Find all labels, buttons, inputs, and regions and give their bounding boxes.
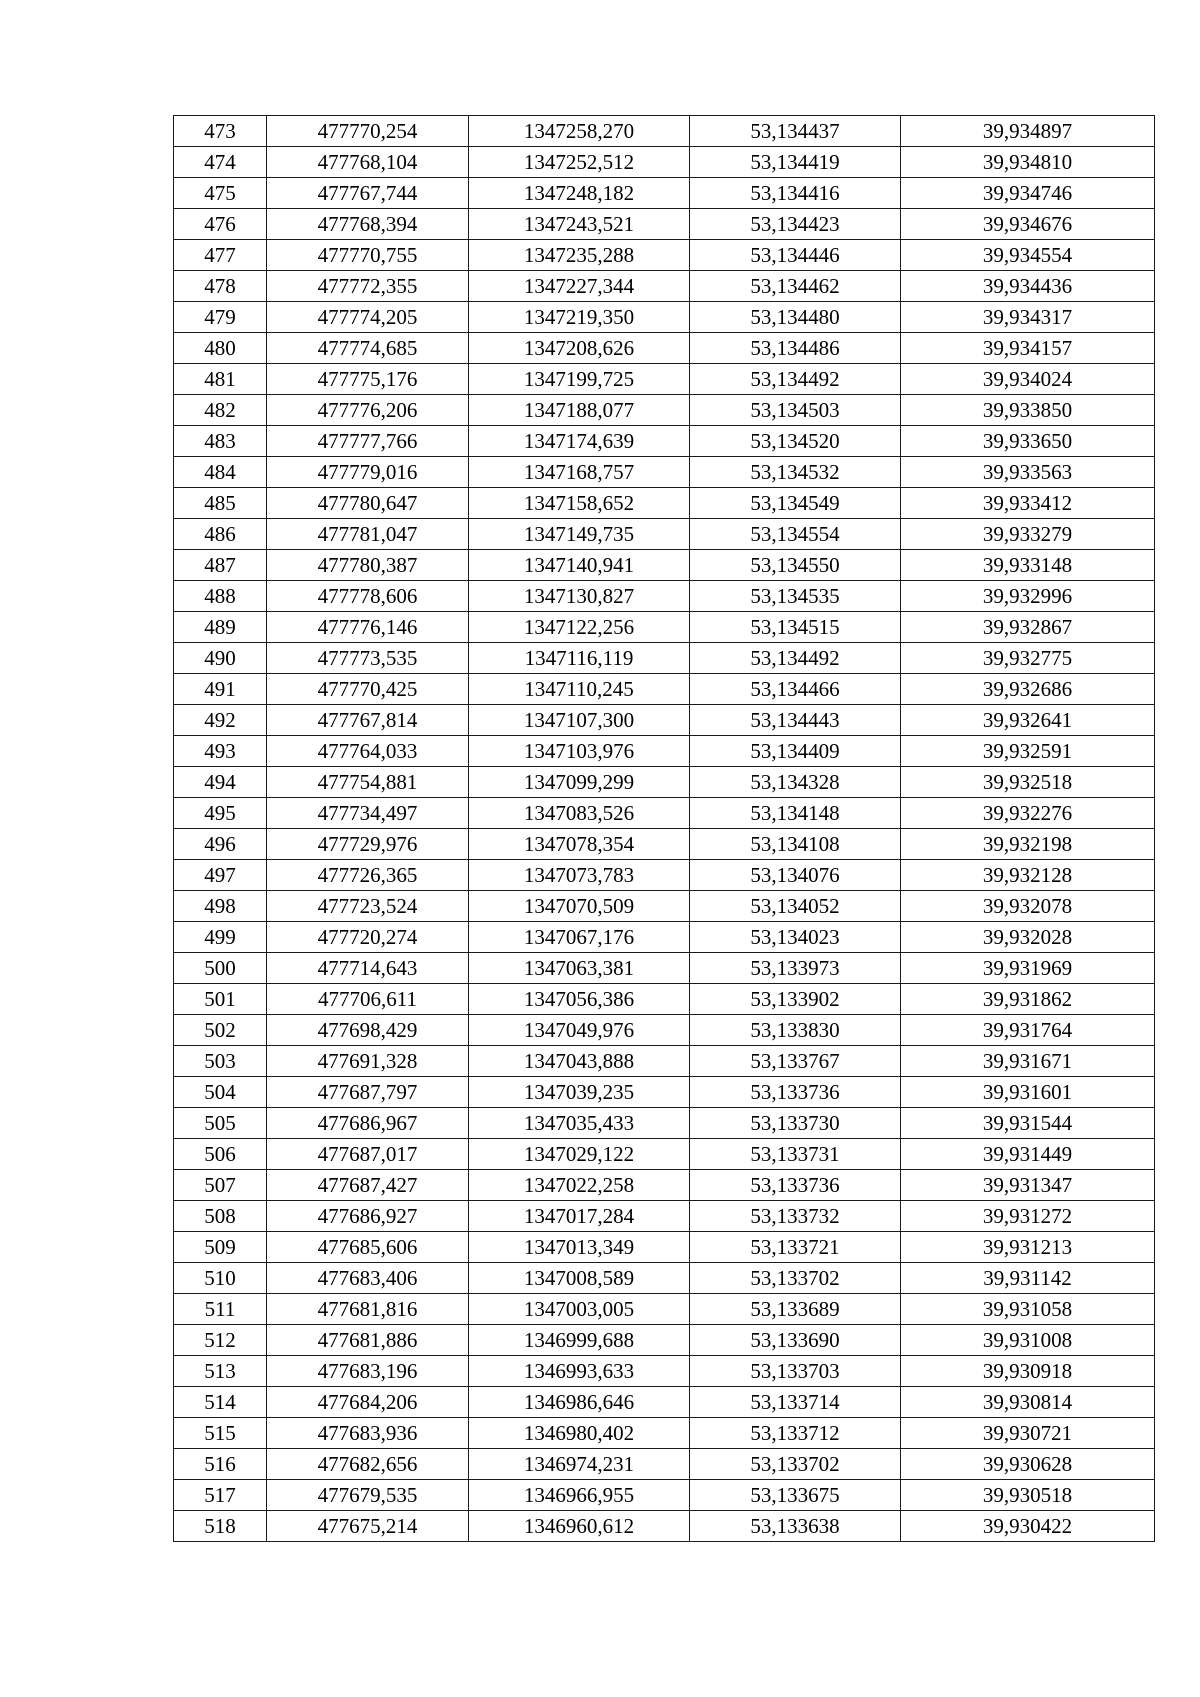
x-coordinate-cell: 477683,196 bbox=[267, 1356, 469, 1387]
longitude-cell: 39,934897 bbox=[901, 116, 1155, 147]
latitude-cell: 53,134416 bbox=[690, 178, 901, 209]
point-number-cell: 512 bbox=[174, 1325, 267, 1356]
latitude-cell: 53,134480 bbox=[690, 302, 901, 333]
point-number-cell: 491 bbox=[174, 674, 267, 705]
latitude-cell: 53,134492 bbox=[690, 364, 901, 395]
y-coordinate-cell: 1347158,652 bbox=[469, 488, 690, 519]
longitude-cell: 39,931142 bbox=[901, 1263, 1155, 1294]
latitude-cell: 53,134023 bbox=[690, 922, 901, 953]
point-number-cell: 505 bbox=[174, 1108, 267, 1139]
table-row bbox=[174, 1387, 1155, 1418]
table-row bbox=[174, 1077, 1155, 1108]
x-coordinate-cell: 477778,606 bbox=[267, 581, 469, 612]
table-row bbox=[174, 767, 1155, 798]
x-coordinate-cell: 477770,755 bbox=[267, 240, 469, 271]
x-coordinate-cell: 477683,406 bbox=[267, 1263, 469, 1294]
table-row bbox=[174, 922, 1155, 953]
point-number-cell: 502 bbox=[174, 1015, 267, 1046]
table-row bbox=[174, 147, 1155, 178]
table-row bbox=[174, 1263, 1155, 1294]
latitude-cell: 53,134443 bbox=[690, 705, 901, 736]
y-coordinate-cell: 1346993,633 bbox=[469, 1356, 690, 1387]
table-row bbox=[174, 116, 1155, 147]
longitude-cell: 39,932867 bbox=[901, 612, 1155, 643]
table-row bbox=[174, 1046, 1155, 1077]
latitude-cell: 53,134409 bbox=[690, 736, 901, 767]
latitude-cell: 53,134486 bbox=[690, 333, 901, 364]
x-coordinate-cell: 477691,328 bbox=[267, 1046, 469, 1077]
latitude-cell: 53,133830 bbox=[690, 1015, 901, 1046]
latitude-cell: 53,133736 bbox=[690, 1077, 901, 1108]
x-coordinate-cell: 477686,967 bbox=[267, 1108, 469, 1139]
x-coordinate-cell: 477776,206 bbox=[267, 395, 469, 426]
table-row bbox=[174, 271, 1155, 302]
point-number-cell: 508 bbox=[174, 1201, 267, 1232]
point-number-cell: 476 bbox=[174, 209, 267, 240]
longitude-cell: 39,933850 bbox=[901, 395, 1155, 426]
latitude-cell: 53,134532 bbox=[690, 457, 901, 488]
y-coordinate-cell: 1347227,344 bbox=[469, 271, 690, 302]
longitude-cell: 39,933650 bbox=[901, 426, 1155, 457]
y-coordinate-cell: 1347056,386 bbox=[469, 984, 690, 1015]
latitude-cell: 53,133736 bbox=[690, 1170, 901, 1201]
table-row bbox=[174, 1294, 1155, 1325]
point-number-cell: 501 bbox=[174, 984, 267, 1015]
y-coordinate-cell: 1346960,612 bbox=[469, 1511, 690, 1542]
x-coordinate-cell: 477777,766 bbox=[267, 426, 469, 457]
y-coordinate-cell: 1347008,589 bbox=[469, 1263, 690, 1294]
y-coordinate-cell: 1347116,119 bbox=[469, 643, 690, 674]
x-coordinate-cell: 477774,205 bbox=[267, 302, 469, 333]
x-coordinate-cell: 477780,647 bbox=[267, 488, 469, 519]
x-coordinate-cell: 477720,274 bbox=[267, 922, 469, 953]
x-coordinate-cell: 477781,047 bbox=[267, 519, 469, 550]
x-coordinate-cell: 477779,016 bbox=[267, 457, 469, 488]
point-number-cell: 493 bbox=[174, 736, 267, 767]
table-row bbox=[174, 1480, 1155, 1511]
longitude-cell: 39,930518 bbox=[901, 1480, 1155, 1511]
y-coordinate-cell: 1346974,231 bbox=[469, 1449, 690, 1480]
latitude-cell: 53,134520 bbox=[690, 426, 901, 457]
y-coordinate-cell: 1347017,284 bbox=[469, 1201, 690, 1232]
coordinates-table-body bbox=[174, 116, 1155, 1542]
latitude-cell: 53,134423 bbox=[690, 209, 901, 240]
latitude-cell: 53,134437 bbox=[690, 116, 901, 147]
longitude-cell: 39,931272 bbox=[901, 1201, 1155, 1232]
y-coordinate-cell: 1347070,509 bbox=[469, 891, 690, 922]
table-row bbox=[174, 519, 1155, 550]
longitude-cell: 39,930422 bbox=[901, 1511, 1155, 1542]
table-row bbox=[174, 798, 1155, 829]
table-row bbox=[174, 364, 1155, 395]
y-coordinate-cell: 1347107,300 bbox=[469, 705, 690, 736]
x-coordinate-cell: 477726,365 bbox=[267, 860, 469, 891]
longitude-cell: 39,932686 bbox=[901, 674, 1155, 705]
x-coordinate-cell: 477682,656 bbox=[267, 1449, 469, 1480]
y-coordinate-cell: 1347022,258 bbox=[469, 1170, 690, 1201]
x-coordinate-cell: 477729,976 bbox=[267, 829, 469, 860]
longitude-cell: 39,933279 bbox=[901, 519, 1155, 550]
longitude-cell: 39,931601 bbox=[901, 1077, 1155, 1108]
point-number-cell: 503 bbox=[174, 1046, 267, 1077]
longitude-cell: 39,931671 bbox=[901, 1046, 1155, 1077]
y-coordinate-cell: 1347110,245 bbox=[469, 674, 690, 705]
longitude-cell: 39,934746 bbox=[901, 178, 1155, 209]
point-number-cell: 473 bbox=[174, 116, 267, 147]
latitude-cell: 53,133703 bbox=[690, 1356, 901, 1387]
longitude-cell: 39,934554 bbox=[901, 240, 1155, 271]
point-number-cell: 510 bbox=[174, 1263, 267, 1294]
latitude-cell: 53,134550 bbox=[690, 550, 901, 581]
longitude-cell: 39,930628 bbox=[901, 1449, 1155, 1480]
longitude-cell: 39,931862 bbox=[901, 984, 1155, 1015]
latitude-cell: 53,133689 bbox=[690, 1294, 901, 1325]
y-coordinate-cell: 1347140,941 bbox=[469, 550, 690, 581]
latitude-cell: 53,134535 bbox=[690, 581, 901, 612]
x-coordinate-cell: 477770,254 bbox=[267, 116, 469, 147]
table-row bbox=[174, 550, 1155, 581]
latitude-cell: 53,133675 bbox=[690, 1480, 901, 1511]
longitude-cell: 39,934024 bbox=[901, 364, 1155, 395]
y-coordinate-cell: 1347208,626 bbox=[469, 333, 690, 364]
point-number-cell: 487 bbox=[174, 550, 267, 581]
y-coordinate-cell: 1347067,176 bbox=[469, 922, 690, 953]
table-row bbox=[174, 953, 1155, 984]
latitude-cell: 53,134076 bbox=[690, 860, 901, 891]
x-coordinate-cell: 477685,606 bbox=[267, 1232, 469, 1263]
latitude-cell: 53,134052 bbox=[690, 891, 901, 922]
coordinates-table bbox=[173, 115, 1155, 1542]
longitude-cell: 39,932996 bbox=[901, 581, 1155, 612]
longitude-cell: 39,931347 bbox=[901, 1170, 1155, 1201]
latitude-cell: 53,133712 bbox=[690, 1418, 901, 1449]
x-coordinate-cell: 477776,146 bbox=[267, 612, 469, 643]
latitude-cell: 53,134515 bbox=[690, 612, 901, 643]
point-number-cell: 500 bbox=[174, 953, 267, 984]
table-row bbox=[174, 705, 1155, 736]
point-number-cell: 499 bbox=[174, 922, 267, 953]
latitude-cell: 53,133721 bbox=[690, 1232, 901, 1263]
point-number-cell: 507 bbox=[174, 1170, 267, 1201]
longitude-cell: 39,933412 bbox=[901, 488, 1155, 519]
table-row bbox=[174, 860, 1155, 891]
longitude-cell: 39,930721 bbox=[901, 1418, 1155, 1449]
point-number-cell: 481 bbox=[174, 364, 267, 395]
longitude-cell: 39,934436 bbox=[901, 271, 1155, 302]
x-coordinate-cell: 477780,387 bbox=[267, 550, 469, 581]
x-coordinate-cell: 477774,685 bbox=[267, 333, 469, 364]
x-coordinate-cell: 477764,033 bbox=[267, 736, 469, 767]
table-row bbox=[174, 1418, 1155, 1449]
point-number-cell: 498 bbox=[174, 891, 267, 922]
y-coordinate-cell: 1346966,955 bbox=[469, 1480, 690, 1511]
latitude-cell: 53,133732 bbox=[690, 1201, 901, 1232]
x-coordinate-cell: 477681,816 bbox=[267, 1294, 469, 1325]
y-coordinate-cell: 1347219,350 bbox=[469, 302, 690, 333]
latitude-cell: 53,133731 bbox=[690, 1139, 901, 1170]
table-row bbox=[174, 302, 1155, 333]
table-row bbox=[174, 736, 1155, 767]
table-row bbox=[174, 643, 1155, 674]
table-row bbox=[174, 1170, 1155, 1201]
table-row bbox=[174, 891, 1155, 922]
point-number-cell: 480 bbox=[174, 333, 267, 364]
y-coordinate-cell: 1346986,646 bbox=[469, 1387, 690, 1418]
point-number-cell: 478 bbox=[174, 271, 267, 302]
table-row bbox=[174, 1449, 1155, 1480]
y-coordinate-cell: 1346980,402 bbox=[469, 1418, 690, 1449]
latitude-cell: 53,134466 bbox=[690, 674, 901, 705]
x-coordinate-cell: 477681,886 bbox=[267, 1325, 469, 1356]
x-coordinate-cell: 477687,017 bbox=[267, 1139, 469, 1170]
table-row bbox=[174, 240, 1155, 271]
longitude-cell: 39,932591 bbox=[901, 736, 1155, 767]
table-row bbox=[174, 209, 1155, 240]
longitude-cell: 39,932518 bbox=[901, 767, 1155, 798]
longitude-cell: 39,931544 bbox=[901, 1108, 1155, 1139]
latitude-cell: 53,134462 bbox=[690, 271, 901, 302]
latitude-cell: 53,133638 bbox=[690, 1511, 901, 1542]
x-coordinate-cell: 477775,176 bbox=[267, 364, 469, 395]
latitude-cell: 53,133730 bbox=[690, 1108, 901, 1139]
x-coordinate-cell: 477772,355 bbox=[267, 271, 469, 302]
longitude-cell: 39,932641 bbox=[901, 705, 1155, 736]
table-row bbox=[174, 395, 1155, 426]
longitude-cell: 39,932128 bbox=[901, 860, 1155, 891]
latitude-cell: 53,133690 bbox=[690, 1325, 901, 1356]
y-coordinate-cell: 1347168,757 bbox=[469, 457, 690, 488]
y-coordinate-cell: 1347258,270 bbox=[469, 116, 690, 147]
point-number-cell: 495 bbox=[174, 798, 267, 829]
y-coordinate-cell: 1347078,354 bbox=[469, 829, 690, 860]
longitude-cell: 39,931449 bbox=[901, 1139, 1155, 1170]
longitude-cell: 39,931969 bbox=[901, 953, 1155, 984]
table-row bbox=[174, 1139, 1155, 1170]
longitude-cell: 39,934676 bbox=[901, 209, 1155, 240]
longitude-cell: 39,934317 bbox=[901, 302, 1155, 333]
latitude-cell: 53,134503 bbox=[690, 395, 901, 426]
x-coordinate-cell: 477714,643 bbox=[267, 953, 469, 984]
x-coordinate-cell: 477773,535 bbox=[267, 643, 469, 674]
longitude-cell: 39,934157 bbox=[901, 333, 1155, 364]
y-coordinate-cell: 1346999,688 bbox=[469, 1325, 690, 1356]
y-coordinate-cell: 1347149,735 bbox=[469, 519, 690, 550]
latitude-cell: 53,134148 bbox=[690, 798, 901, 829]
y-coordinate-cell: 1347243,521 bbox=[469, 209, 690, 240]
y-coordinate-cell: 1347049,976 bbox=[469, 1015, 690, 1046]
y-coordinate-cell: 1347248,182 bbox=[469, 178, 690, 209]
point-number-cell: 506 bbox=[174, 1139, 267, 1170]
y-coordinate-cell: 1347099,299 bbox=[469, 767, 690, 798]
longitude-cell: 39,931213 bbox=[901, 1232, 1155, 1263]
point-number-cell: 483 bbox=[174, 426, 267, 457]
x-coordinate-cell: 477767,814 bbox=[267, 705, 469, 736]
y-coordinate-cell: 1347188,077 bbox=[469, 395, 690, 426]
point-number-cell: 479 bbox=[174, 302, 267, 333]
table-row bbox=[174, 1325, 1155, 1356]
y-coordinate-cell: 1347252,512 bbox=[469, 147, 690, 178]
x-coordinate-cell: 477675,214 bbox=[267, 1511, 469, 1542]
latitude-cell: 53,134446 bbox=[690, 240, 901, 271]
latitude-cell: 53,133702 bbox=[690, 1263, 901, 1294]
point-number-cell: 484 bbox=[174, 457, 267, 488]
x-coordinate-cell: 477734,497 bbox=[267, 798, 469, 829]
point-number-cell: 509 bbox=[174, 1232, 267, 1263]
point-number-cell: 482 bbox=[174, 395, 267, 426]
y-coordinate-cell: 1347130,827 bbox=[469, 581, 690, 612]
point-number-cell: 485 bbox=[174, 488, 267, 519]
y-coordinate-cell: 1347199,725 bbox=[469, 364, 690, 395]
x-coordinate-cell: 477768,104 bbox=[267, 147, 469, 178]
table-row bbox=[174, 1015, 1155, 1046]
table-row bbox=[174, 581, 1155, 612]
latitude-cell: 53,133902 bbox=[690, 984, 901, 1015]
table-row bbox=[174, 1356, 1155, 1387]
x-coordinate-cell: 477698,429 bbox=[267, 1015, 469, 1046]
latitude-cell: 53,134492 bbox=[690, 643, 901, 674]
x-coordinate-cell: 477679,535 bbox=[267, 1480, 469, 1511]
latitude-cell: 53,133714 bbox=[690, 1387, 901, 1418]
latitude-cell: 53,134419 bbox=[690, 147, 901, 178]
point-number-cell: 477 bbox=[174, 240, 267, 271]
longitude-cell: 39,930918 bbox=[901, 1356, 1155, 1387]
y-coordinate-cell: 1347103,976 bbox=[469, 736, 690, 767]
table-row bbox=[174, 426, 1155, 457]
point-number-cell: 496 bbox=[174, 829, 267, 860]
x-coordinate-cell: 477686,927 bbox=[267, 1201, 469, 1232]
x-coordinate-cell: 477768,394 bbox=[267, 209, 469, 240]
longitude-cell: 39,934810 bbox=[901, 147, 1155, 178]
point-number-cell: 492 bbox=[174, 705, 267, 736]
y-coordinate-cell: 1347122,256 bbox=[469, 612, 690, 643]
table-row bbox=[174, 612, 1155, 643]
latitude-cell: 53,134554 bbox=[690, 519, 901, 550]
y-coordinate-cell: 1347083,526 bbox=[469, 798, 690, 829]
longitude-cell: 39,932028 bbox=[901, 922, 1155, 953]
y-coordinate-cell: 1347013,349 bbox=[469, 1232, 690, 1263]
point-number-cell: 518 bbox=[174, 1511, 267, 1542]
point-number-cell: 511 bbox=[174, 1294, 267, 1325]
point-number-cell: 486 bbox=[174, 519, 267, 550]
point-number-cell: 488 bbox=[174, 581, 267, 612]
longitude-cell: 39,931058 bbox=[901, 1294, 1155, 1325]
latitude-cell: 53,134549 bbox=[690, 488, 901, 519]
latitude-cell: 53,134108 bbox=[690, 829, 901, 860]
latitude-cell: 53,133767 bbox=[690, 1046, 901, 1077]
y-coordinate-cell: 1347039,235 bbox=[469, 1077, 690, 1108]
point-number-cell: 494 bbox=[174, 767, 267, 798]
table-row bbox=[174, 178, 1155, 209]
point-number-cell: 514 bbox=[174, 1387, 267, 1418]
x-coordinate-cell: 477767,744 bbox=[267, 178, 469, 209]
y-coordinate-cell: 1347063,381 bbox=[469, 953, 690, 984]
table-row bbox=[174, 1201, 1155, 1232]
x-coordinate-cell: 477723,524 bbox=[267, 891, 469, 922]
point-number-cell: 475 bbox=[174, 178, 267, 209]
point-number-cell: 513 bbox=[174, 1356, 267, 1387]
longitude-cell: 39,932198 bbox=[901, 829, 1155, 860]
point-number-cell: 515 bbox=[174, 1418, 267, 1449]
longitude-cell: 39,933563 bbox=[901, 457, 1155, 488]
y-coordinate-cell: 1347003,005 bbox=[469, 1294, 690, 1325]
longitude-cell: 39,931008 bbox=[901, 1325, 1155, 1356]
y-coordinate-cell: 1347073,783 bbox=[469, 860, 690, 891]
point-number-cell: 489 bbox=[174, 612, 267, 643]
x-coordinate-cell: 477687,427 bbox=[267, 1170, 469, 1201]
table-row bbox=[174, 1108, 1155, 1139]
table-row bbox=[174, 333, 1155, 364]
latitude-cell: 53,133702 bbox=[690, 1449, 901, 1480]
x-coordinate-cell: 477687,797 bbox=[267, 1077, 469, 1108]
longitude-cell: 39,930814 bbox=[901, 1387, 1155, 1418]
x-coordinate-cell: 477683,936 bbox=[267, 1418, 469, 1449]
y-coordinate-cell: 1347035,433 bbox=[469, 1108, 690, 1139]
point-number-cell: 517 bbox=[174, 1480, 267, 1511]
point-number-cell: 474 bbox=[174, 147, 267, 178]
table-row bbox=[174, 829, 1155, 860]
longitude-cell: 39,931764 bbox=[901, 1015, 1155, 1046]
point-number-cell: 490 bbox=[174, 643, 267, 674]
longitude-cell: 39,933148 bbox=[901, 550, 1155, 581]
point-number-cell: 497 bbox=[174, 860, 267, 891]
table-row bbox=[174, 674, 1155, 705]
longitude-cell: 39,932078 bbox=[901, 891, 1155, 922]
latitude-cell: 53,134328 bbox=[690, 767, 901, 798]
table-row bbox=[174, 457, 1155, 488]
table-row bbox=[174, 488, 1155, 519]
y-coordinate-cell: 1347043,888 bbox=[469, 1046, 690, 1077]
y-coordinate-cell: 1347029,122 bbox=[469, 1139, 690, 1170]
table-row bbox=[174, 1232, 1155, 1263]
y-coordinate-cell: 1347235,288 bbox=[469, 240, 690, 271]
longitude-cell: 39,932276 bbox=[901, 798, 1155, 829]
point-number-cell: 516 bbox=[174, 1449, 267, 1480]
latitude-cell: 53,133973 bbox=[690, 953, 901, 984]
x-coordinate-cell: 477706,611 bbox=[267, 984, 469, 1015]
longitude-cell: 39,932775 bbox=[901, 643, 1155, 674]
table-row bbox=[174, 984, 1155, 1015]
x-coordinate-cell: 477754,881 bbox=[267, 767, 469, 798]
table-row bbox=[174, 1511, 1155, 1542]
x-coordinate-cell: 477770,425 bbox=[267, 674, 469, 705]
x-coordinate-cell: 477684,206 bbox=[267, 1387, 469, 1418]
point-number-cell: 504 bbox=[174, 1077, 267, 1108]
y-coordinate-cell: 1347174,639 bbox=[469, 426, 690, 457]
